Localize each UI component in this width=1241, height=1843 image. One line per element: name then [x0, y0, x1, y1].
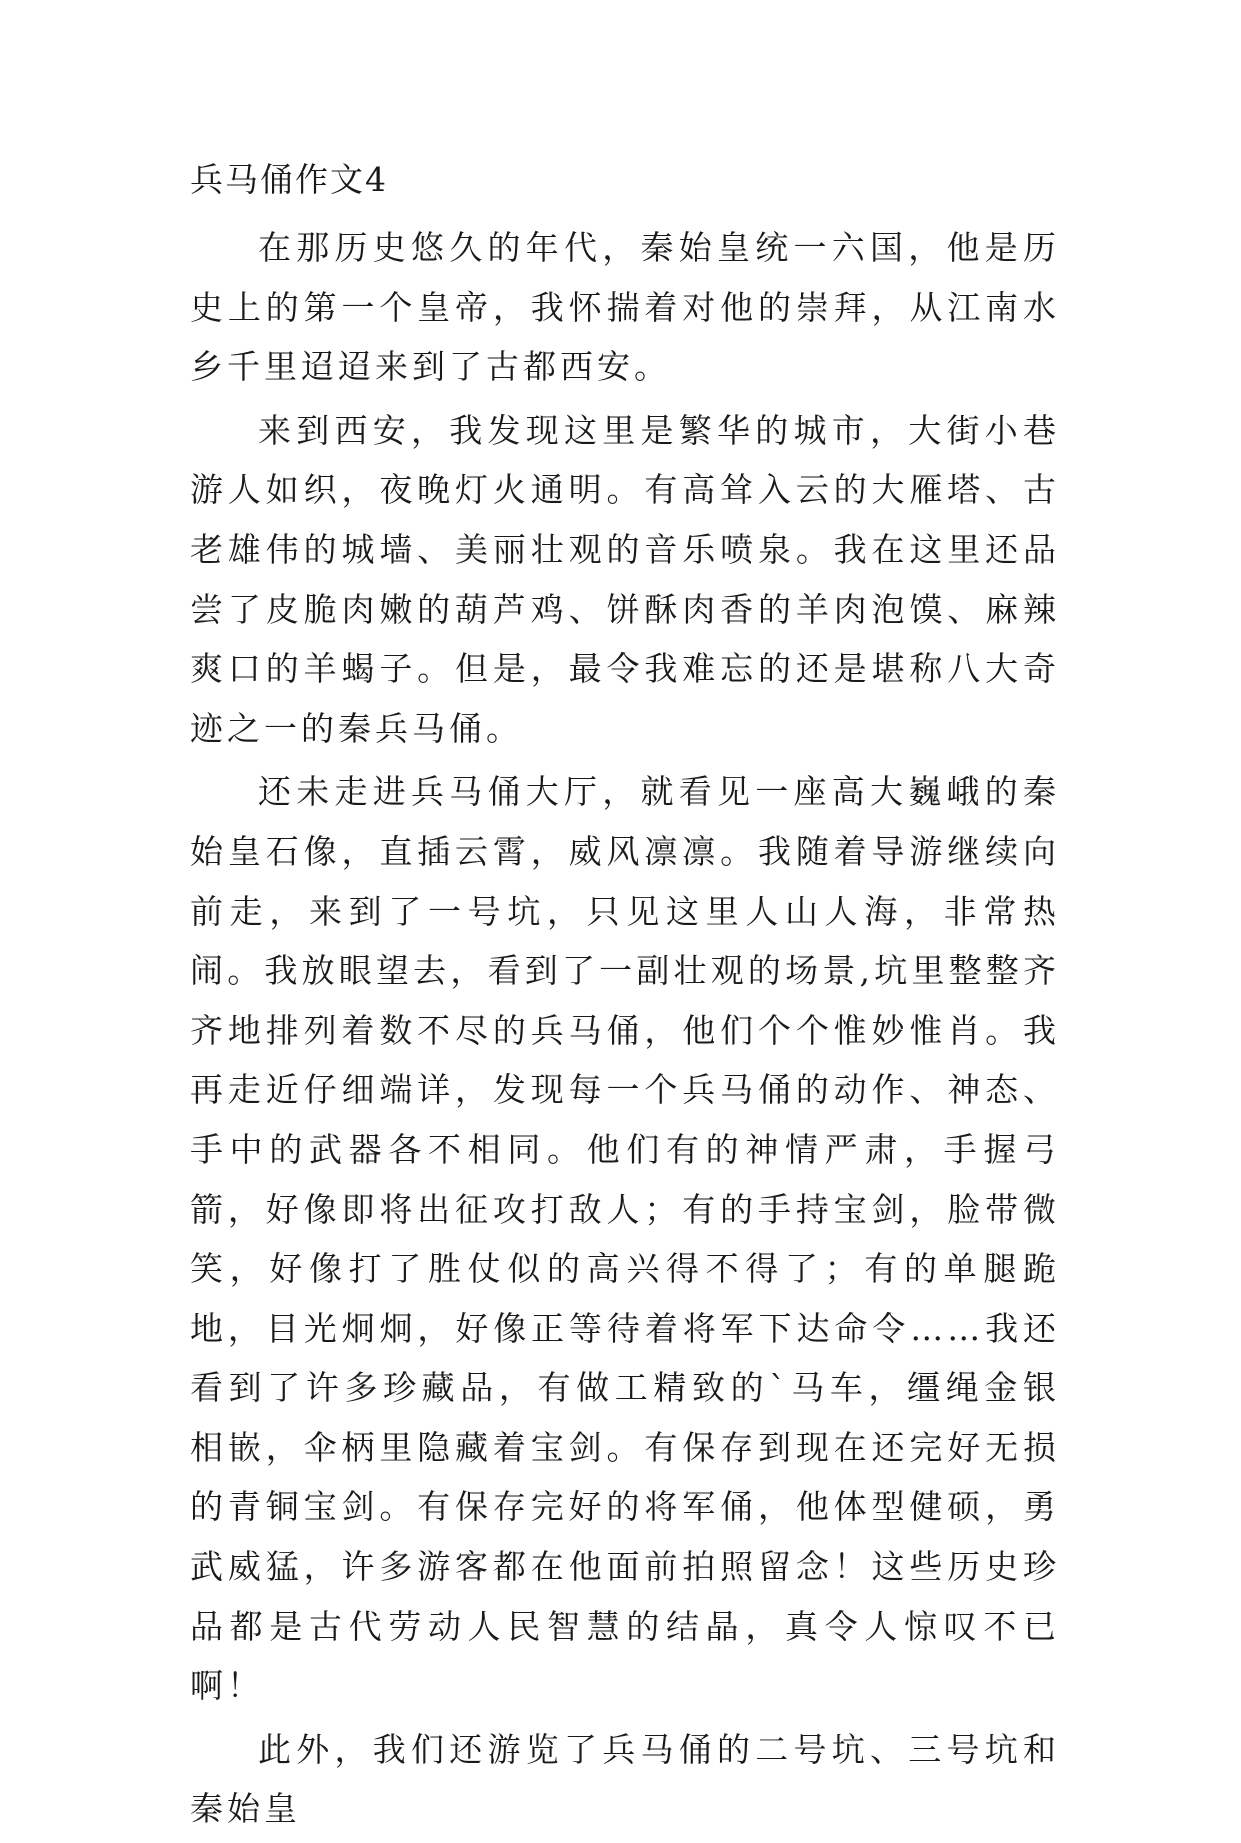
essay-paragraph-1: 在那历史悠久的年代，秦始皇统一六国，他是历史上的第一个皇帝，我怀揣着对他的崇拜，从江南水乡千里迢迢来到了古都西安。 [190, 228, 1060, 387]
essay-title: 兵马俑作文4 [190, 160, 388, 199]
essay-body [190, 160, 1060, 1843]
essay-paragraph-3: 还未走进兵马俑大厅，就看见一座高大巍峨的秦始皇石像，直插云霄，威风凛凛。我随着导游继续向前走，来到了一号坑，只见这里人山人海，非常热闹。我放眼望去，看到了一副壮观的场景,坑里整整齐齐地排列着数不尽的兵马俑，他们个个惟妙惟肖。我再走近仔细端详，发现每一个兵马俑的动作、神态、手中的武器各不相同。他们有的神情严肃，手握弓箭，好像即将出征攻打敌人；有的手持宝剑，脸带微笑，好像打了胜仗似的高兴得不得了；有的单腿跪地，目光炯炯，好像正等待着将军下达命令……我还看到了许多珍藏品，有做工精致的`马车，缰绳金银相嵌，伞柄里隐藏着宝剑。有保存到现在还完好无损的青铜宝剑。有保存完好的将军俑，他体型健硕，勇武威猛，许多游客都在他面前拍照留念！这些历史珍品都是古代劳动人民智慧的结晶，真令人惊叹不已啊！ [190, 772, 1060, 1706]
essay-paragraph-4: 此外，我们还游览了兵马俑的二号坑、三号坑和秦始皇 [190, 1729, 1060, 1829]
essay-paragraph-2: 来到西安，我发现这里是繁华的城市，大街小巷游人如织，夜晚灯火通明。有高耸入云的大雁塔、古老雄伟的城墙、美丽壮观的音乐喷泉。我在这里还品尝了皮脆肉嫩的葫芦鸡、饼酥肉香的羊肉泡馍、麻辣爽口的羊蝎子。但是，最令我难忘的还是堪称八大奇迹之一的秦兵马俑。 [190, 410, 1060, 748]
